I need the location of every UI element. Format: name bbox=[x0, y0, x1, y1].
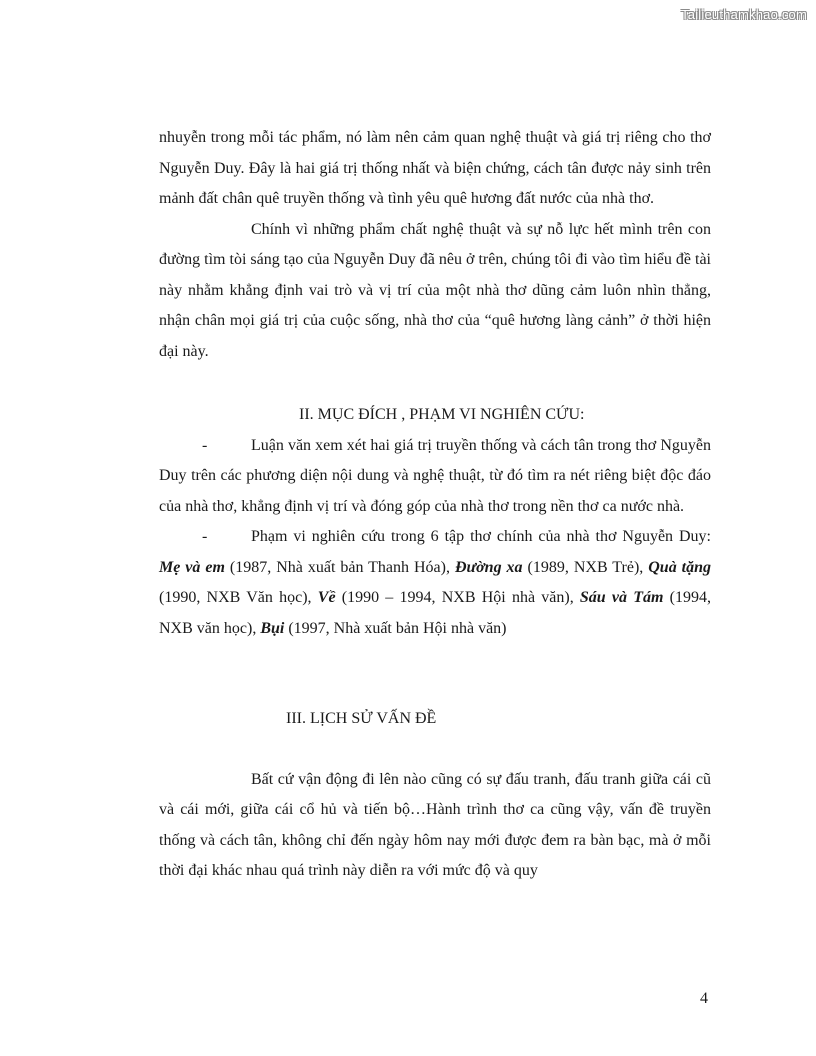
page-number: 4 bbox=[700, 990, 708, 1007]
work-detail: (1990 – 1994, NXB Hội nhà văn), bbox=[335, 589, 580, 606]
bullet-1-text: Luận văn xem xét hai giá trị truyền thống và cách tân trong thơ Nguyễn Duy trên các phương diện nội dung và nghệ thuật, từ đó tìm ra nét riêng biệt độc đáo của nhà thơ, khẳng định vị trí và đóng góp của nhà thơ trong nền thơ ca nước nhà. bbox=[159, 436, 711, 515]
bullet-item-1 bbox=[159, 431, 711, 523]
watermark-logo: Tailieuthamkhao.com bbox=[681, 7, 807, 22]
paragraph-1: nhuyễn trong mỗi tác phẩm, nó làm nên cảm quan nghệ thuật và giá trị riêng cho thơ Nguyễn Duy. Đây là hai giá trị thống nhất và biện chứng, cách tân được nảy sinh trên mảnh đất chân quê truyền thống và tình yêu quê hương đất nước của nhà thơ. bbox=[159, 129, 711, 207]
work-detail: (1987, Nhà xuất bản Thanh Hóa), bbox=[224, 558, 455, 576]
work-title: Đường xa bbox=[454, 558, 523, 576]
bullet-dash: - bbox=[202, 436, 208, 454]
section-3-heading: III. LỊCH SỬ VẤN ĐỀ bbox=[286, 710, 437, 727]
paragraph-2: Chính vì những phẩm chất nghệ thuật và sự nỗ lực hết mình trên con đường tìm tòi sáng tạo của Nguyễn Duy đã nêu ở trên, chúng tôi đi vào tìm hiểu đề tài này nhằm khẳng định vai trò và vị trí của một nhà thơ dũng cảm luôn nhìn thẳng, nhận chân mọi giá trị của cuộc sống, nhà thơ của “quê hương làng cảnh” ở thời hiện đại này. bbox=[159, 220, 711, 360]
document-body bbox=[159, 123, 711, 887]
paragraph-3: Bất cứ vận động đi lên nào cũng có sự đấu tranh, đấu tranh giữa cái cũ và cái mới, giữa cái cổ hủ và tiến bộ…Hành trình thơ ca cũng vậy, vấn đề truyền thống và cách tân, không chỉ đến ngày hôm nay mới được đem ra bàn bạc, mà ở mỗi thời đại khác nhau quá trình này diễn ra với mức độ và quy bbox=[159, 770, 711, 879]
work-detail: (1997, Nhà xuất bản Hội nhà văn) bbox=[284, 619, 507, 637]
work-detail: (1990, NXB Văn học), bbox=[159, 589, 318, 606]
work-detail: (1994, NXB văn học), bbox=[159, 589, 711, 637]
work-title: Quà tặng bbox=[648, 558, 712, 576]
bullet-item-2 bbox=[159, 522, 711, 644]
work-title: Sáu và Tám bbox=[579, 589, 664, 606]
bullet-dash: - bbox=[202, 528, 208, 545]
work-title: Mẹ và em bbox=[159, 558, 225, 576]
work-detail: (1989, NXB Trẻ), bbox=[522, 558, 649, 576]
section-2-heading: II. MỤC ĐÍCH , PHẠM VI NGHIÊN CỨU: bbox=[299, 406, 585, 423]
work-title: Bụi bbox=[260, 619, 285, 637]
work-title: Về bbox=[317, 589, 336, 606]
bullet-2-intro: Phạm vi nghiên cứu trong 6 tập thơ chính của nhà thơ Nguyễn Duy: bbox=[251, 528, 711, 545]
